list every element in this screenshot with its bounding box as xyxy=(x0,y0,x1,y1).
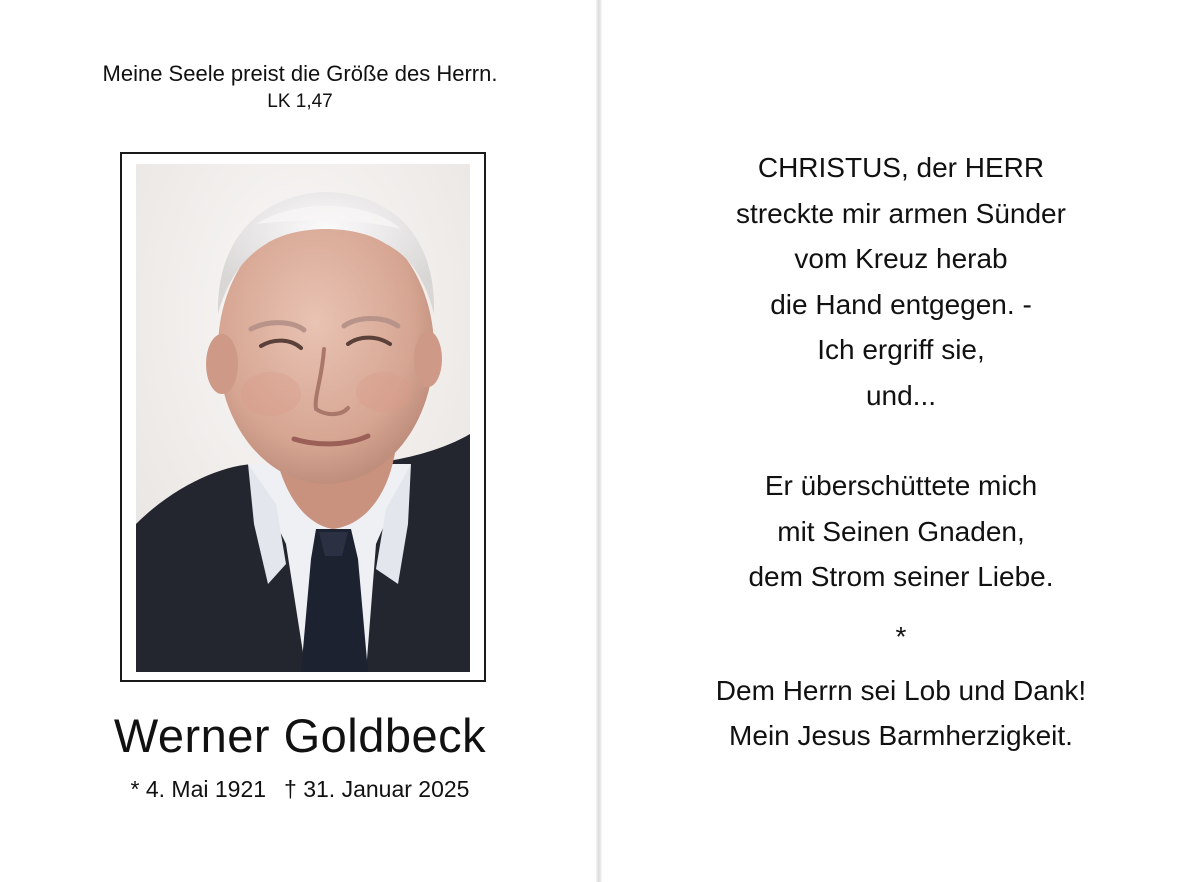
poem-line: Ich ergriff sie, xyxy=(817,334,985,365)
portrait-illustration xyxy=(136,164,470,672)
memorial-poem xyxy=(602,145,1200,600)
poem-line: und... xyxy=(865,379,937,411)
deceased-name: Werner Goldbeck xyxy=(113,709,487,762)
portrait-frame xyxy=(120,152,486,682)
poem-line: dem Strom seiner Liebe. xyxy=(748,561,1054,592)
left-card-panel xyxy=(0,0,596,882)
quote-reference: LK 1,47 xyxy=(267,91,333,112)
birth-date: * 4. Mai 1921 xyxy=(130,776,267,802)
death-date: † 31. Januar 2025 xyxy=(284,776,470,802)
life-dates xyxy=(0,774,600,804)
closing-line: Mein Jesus Barmherzigkeit. xyxy=(729,720,1073,751)
poem-line: vom Kreuz herab xyxy=(794,243,1008,274)
closing-lines xyxy=(602,668,1200,758)
poem-line: Er überschüttete mich xyxy=(764,470,1038,501)
quote-text: Meine Seele preist die Größe des Herrn. xyxy=(102,61,498,86)
closing-line: Dem Herrn sei Lob und Dank! xyxy=(715,675,1087,706)
poem-line: mit Seinen Gnaden, xyxy=(777,515,1025,547)
separator-star: * xyxy=(895,621,907,652)
right-card-panel xyxy=(602,0,1200,882)
poem-line: die Hand entgegen. - xyxy=(770,288,1032,320)
portrait-photo xyxy=(136,164,470,672)
bible-quote xyxy=(0,58,600,115)
poem-stanza-2 xyxy=(602,463,1200,600)
poem-line: streckte mir armen Sünder xyxy=(736,197,1066,229)
poem-stanza-1 xyxy=(602,145,1200,418)
poem-line: CHRISTUS, der HERR xyxy=(757,152,1045,183)
